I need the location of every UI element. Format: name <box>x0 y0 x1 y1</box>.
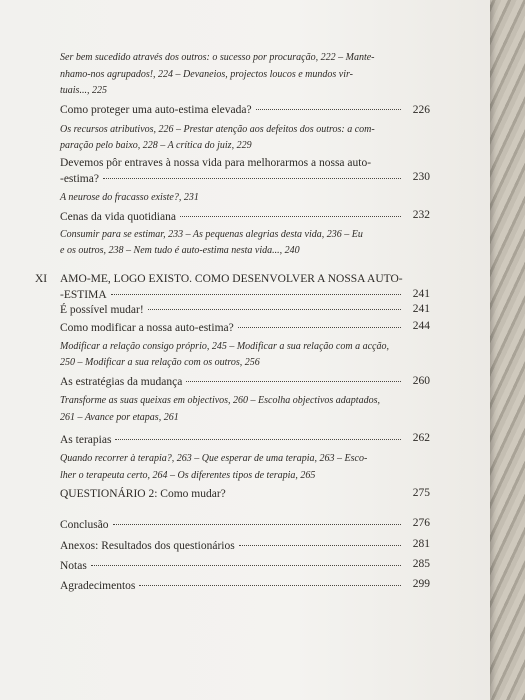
page-number: 262 <box>412 432 430 444</box>
subentry-line: 261 – Avance por etapas, 261 <box>60 412 179 423</box>
subentry-line: nhamo-nos agrupados!, 224 – Devaneios, projectos loucos e mundos vir- <box>60 69 354 80</box>
chapter-title: AMO-ME, LOGO EXISTO. COMO DESENVOLVER A NOSSA AUTO- <box>60 273 403 285</box>
chapter-number: XI <box>35 273 48 285</box>
subentry-line: 250 – Modificar a sua relação com os outros, 256 <box>60 357 260 368</box>
page-number: 241 <box>412 303 430 315</box>
page-number: 260 <box>412 375 430 387</box>
toc-entry <box>60 173 405 185</box>
dot-leader <box>148 309 401 310</box>
subentry-line: Ser bem sucedido através dos outros: o sucesso por procuração, 222 – Mante- <box>60 52 375 63</box>
page-number: 232 <box>412 209 430 221</box>
toc-entry <box>60 519 405 531</box>
toc-entry <box>60 560 405 572</box>
entry-label: Agradecimentos <box>60 580 136 592</box>
page-number: 275 <box>412 487 430 499</box>
entry-label: Anexos: Resultados dos questionários <box>60 540 235 552</box>
subentry-line: tuais..., 225 <box>60 85 107 96</box>
dot-leader <box>113 524 401 525</box>
page-number: 299 <box>412 578 430 590</box>
subentry-line: A neurose do fracasso existe?, 231 <box>60 192 199 203</box>
page-number: 285 <box>412 558 430 570</box>
toc-entry <box>60 540 405 552</box>
toc-entry <box>60 322 405 334</box>
toc-entry <box>60 434 405 446</box>
dot-leader <box>103 178 401 179</box>
toc-entry <box>60 376 405 388</box>
entry-label: Como modificar a nossa auto-estima? <box>60 322 234 334</box>
dot-leader <box>238 327 401 328</box>
dot-leader <box>186 381 401 382</box>
page-number: 230 <box>412 171 430 183</box>
dot-leader <box>115 439 401 440</box>
questionnaire-label: QUESTIONÁRIO 2: Como mudar? <box>60 488 226 500</box>
entry-label: As terapias <box>60 434 112 446</box>
entry-label: Como proteger uma auto-estima elevada? <box>60 104 252 116</box>
entry-label: Cenas da vida quotidiana <box>60 211 176 223</box>
subentry-line: Quando recorrer à terapia?, 263 – Que esperar de uma terapia, 263 – Esco- <box>60 453 368 464</box>
toc-entry <box>60 104 405 116</box>
toc-entry <box>60 289 405 301</box>
entry-label: É possível mudar! <box>60 304 144 316</box>
dot-leader <box>256 109 401 110</box>
subentry-line: lher o terapeuta certo, 264 – Os diferentes tipos de terapia, 265 <box>60 470 316 481</box>
dot-leader <box>111 294 401 295</box>
entry-label: Notas <box>60 560 87 572</box>
entry-label: Conclusão <box>60 519 109 531</box>
subentry-line: Os recursos atributivos, 226 – Prestar atenção aos defeitos dos outros: a com- <box>60 124 375 135</box>
subentry-line: Consumir para se estimar, 233 – As pequenas alegrias desta vida, 236 – Eu <box>60 229 363 240</box>
entry-label: -estima? <box>60 173 99 185</box>
toc-entry <box>60 211 405 223</box>
dot-leader <box>139 585 401 586</box>
entry-label: As estratégias da mudança <box>60 376 183 388</box>
subentry-line: e os outros, 238 – Nem tudo é auto-estima nesta vida..., 240 <box>60 245 300 256</box>
page-number: 281 <box>412 538 430 550</box>
subentry-line: Transforme as suas queixas em objectivos, 260 – Escolha objectivos adaptados, <box>60 395 380 406</box>
subentry-line: paração pelo baixo, 228 – A crítica do juiz, 229 <box>60 140 252 151</box>
subentry-line: Modificar a relação consigo próprio, 245 – Modificar a sua relação com a acção, <box>60 341 389 352</box>
dot-leader <box>239 545 401 546</box>
toc-entry <box>60 304 405 316</box>
page-number: 276 <box>412 517 430 529</box>
toc-entry <box>60 580 405 592</box>
page-number: 226 <box>412 104 430 116</box>
page-number: 244 <box>412 320 430 332</box>
dot-leader <box>180 216 401 217</box>
entry-label: Devemos pôr entraves à nossa vida para melhorarmos a nossa auto- <box>60 157 372 169</box>
entry-label: -ESTIMA <box>60 289 107 301</box>
page-number: 241 <box>412 288 430 300</box>
dot-leader <box>91 565 401 566</box>
